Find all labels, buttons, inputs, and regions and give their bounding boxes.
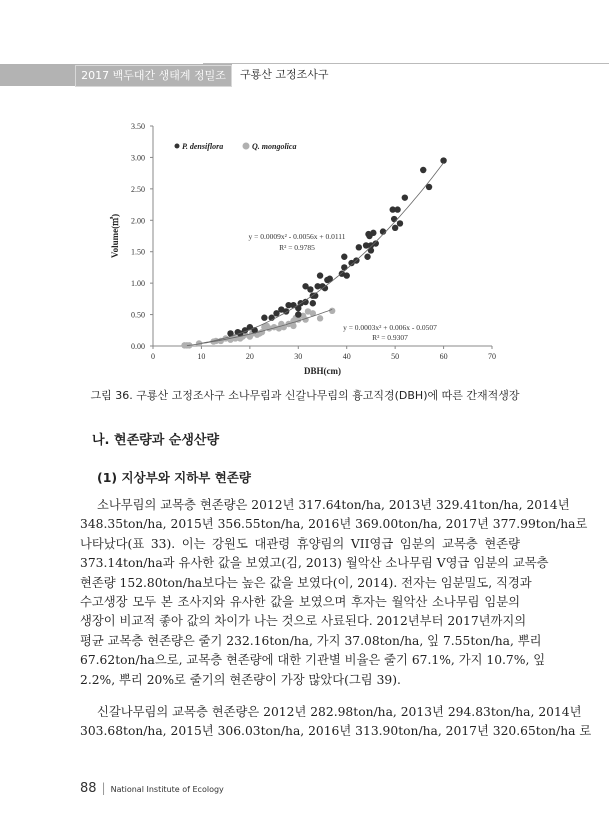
x-axis-label: DBH(cm): [304, 366, 341, 376]
x-tick-label: 20: [245, 352, 254, 361]
p-densiflora-point: [261, 315, 267, 321]
text-line: 나타났다(표 33). 이는 강원도 대관령 휴양림의 VII영급 임분의 교목층 현존량: [80, 536, 520, 551]
figure-caption: 그림 36. 구룡산 고정조사구 소나무림과 신갈나무림의 흉고직경(DBH)에 따른 간재적생장: [90, 389, 520, 402]
p-densiflora-point: [397, 220, 403, 226]
x-tick-label: 60: [439, 352, 448, 361]
text-line: 수고생장 모두 본 조사지와 유사한 값을 보였으며 후자는 월악산 소나무림 임분의: [80, 595, 520, 609]
p-densiflora-point: [317, 272, 323, 278]
q-mongolica-point: [290, 323, 296, 329]
p-densiflora-trendline: [201, 163, 443, 343]
footer-separator: |: [101, 781, 106, 795]
p-densiflora-point: [341, 264, 347, 270]
dbh-volume-scatter-chart: [100, 112, 500, 382]
p-densiflora-point: [295, 311, 301, 317]
p-densiflora-point: [394, 206, 400, 212]
y-tick-label: 0.50: [131, 310, 145, 320]
text-line: 현존량 152.80ton/ha보다는 높은 값을 보였다(이, 2014). 전자는 임분밀도, 직경과: [80, 575, 532, 590]
p-densiflora-point: [310, 300, 316, 306]
legend-label-q-mongolica: Q. mongolica: [252, 142, 297, 151]
x-tick-label: 30: [294, 352, 303, 361]
y-tick-label: 2.00: [131, 216, 145, 226]
subsection-heading: (1) 지상부와 지하부 현존량: [97, 470, 251, 485]
p-densiflora-point: [392, 225, 398, 231]
text-line: 평균 교목층 현존량은 줄기 232.16ton/ha, 가지 37.08ton/ha, 잎 7.55ton/ha, 뿌리: [80, 633, 542, 648]
q-mongolica-equation: y = 0.0003x² + 0.006x - 0.0507: [343, 323, 437, 332]
p-densiflora-point: [391, 216, 397, 222]
p-densiflora-point: [364, 254, 370, 260]
section-heading: 나. 현존량과 순생산량: [92, 433, 220, 448]
page-number: 88: [80, 781, 97, 796]
text-line: 373.14ton/ha과 유사한 값을 보였고(김, 2013) 월악산 소나무림 V영급 임분의 교목층: [80, 556, 549, 571]
q-mongolica-point: [317, 315, 323, 321]
p-densiflora-point: [420, 167, 426, 173]
p-densiflora-point: [307, 286, 313, 292]
text-line: 2.2%, 뿌리 20%로 줄기의 현존량이 가장 많았다(그림 39).: [80, 672, 401, 687]
text-line: 348.35ton/ha, 2015년 356.55ton/ha, 2016년 369.00ton/ha, 2017년 377.99ton/ha로: [80, 517, 588, 532]
y-axis-label: Volume(㎥): [110, 213, 120, 259]
x-tick-label: 70: [488, 352, 496, 361]
footer-institute: National Institute of Ecology: [110, 785, 224, 794]
p-densiflora-equation: y = 0.0009x² - 0.0056x + 0.0111: [248, 232, 346, 241]
x-tick-label: 40: [342, 352, 351, 361]
p-densiflora-point: [341, 254, 347, 260]
text-line: 67.62ton/ha으로, 교목층 현존량에 대한 기관별 비율은 줄기 67.1%, 가지 10.7%, 잎: [80, 653, 546, 668]
p-densiflora-point: [370, 230, 376, 236]
legend-marker-p-densiflora: [175, 144, 180, 149]
header-rule: [203, 63, 609, 64]
y-tick-label: 1.50: [131, 247, 145, 257]
text-line: 생장이 비교적 좋아 값의 차이가 나는 것으로 사료된다. 2012년부터 2017년까지의: [80, 614, 527, 629]
p-densiflora-r2: R² = 0.9785: [279, 243, 315, 252]
x-tick-label: 0: [151, 352, 155, 361]
y-tick-label: 1.00: [131, 279, 145, 289]
q-mongolica-point: [329, 308, 335, 314]
text-line: 신갈나무림의 교목층 현존량은 2012년 282.98ton/ha, 2013년 294.83ton/ha, 2014년: [97, 705, 582, 719]
p-densiflora-point: [356, 244, 362, 250]
text-line: 소나무림의 교목층 현존량은 2012년 317.64ton/ha, 2013년 329.41ton/ha, 2014년: [97, 498, 570, 512]
report-title: 2017 백두대간 생태계 정밀조사: [75, 65, 232, 87]
text-line: 303.68ton/ha, 2015년 306.03ton/ha, 2016년 313.90ton/ha, 2017년 320.65ton/ha 로: [80, 724, 592, 739]
y-tick-label: 0.00: [131, 342, 145, 351]
y-tick-label: 3.00: [131, 153, 145, 163]
page-footer: [80, 780, 224, 798]
p-densiflora-point: [344, 272, 350, 278]
y-tick-label: 2.50: [131, 184, 145, 194]
legend-marker-q-mongolica: [243, 143, 250, 150]
x-tick-label: 10: [197, 352, 206, 361]
y-tick-label: 3.50: [131, 122, 145, 131]
q-mongolica-r2: R² = 0.9307: [372, 333, 408, 342]
x-tick-label: 50: [391, 352, 400, 361]
p-densiflora-point: [402, 194, 408, 200]
section-title: 구룡산 고정조사구: [240, 68, 329, 81]
legend-label-p-densiflora: P. densiflora: [182, 142, 224, 151]
